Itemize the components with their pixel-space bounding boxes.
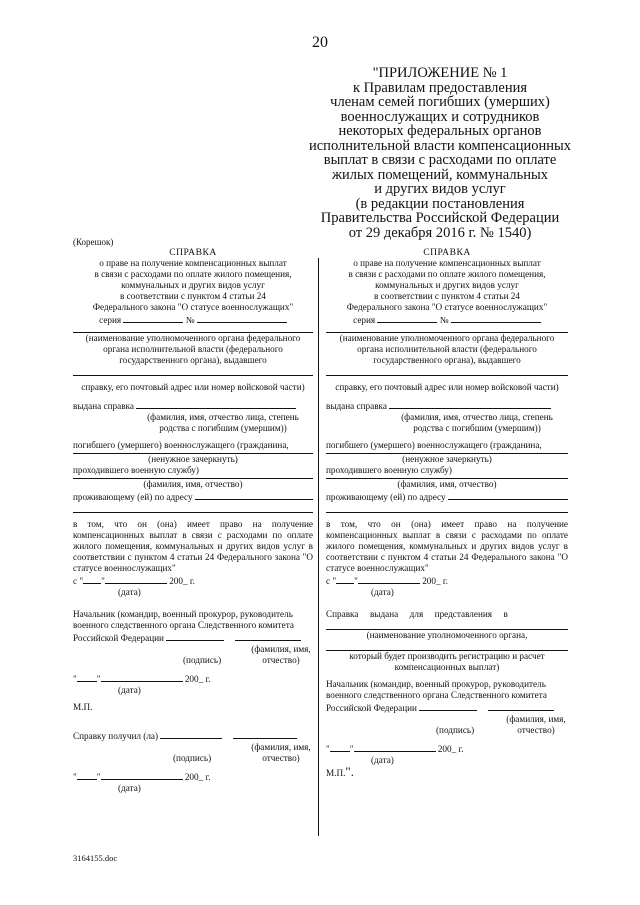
service-text: проходившего военную службу)	[73, 465, 199, 475]
subtitle-line: в связи с расходами по оплате жилого помещения,	[348, 269, 546, 279]
subtitle-line: Федерального закона "О статусе военнослужащих"	[346, 302, 548, 312]
name-field[interactable]	[488, 701, 554, 711]
date-year: 200_ г.	[169, 576, 195, 586]
fio-short-caption: (фамилия, имя, отчество)	[251, 644, 311, 665]
date-month-field[interactable]	[105, 574, 167, 584]
appendix-line: (в редакции постановления	[355, 195, 525, 212]
date2-caption: (дата)	[371, 755, 394, 765]
date2-caption: (дата)	[118, 685, 141, 695]
issued-row	[73, 399, 313, 412]
subtitle-line: в связи с расходами по оплате жилого помещения,	[94, 269, 292, 279]
date2-year: 200_ г.	[437, 744, 464, 754]
appendix-line: некоторых федеральных органов	[338, 123, 542, 139]
date2-month-field[interactable]	[354, 742, 436, 752]
date3-month-field[interactable]	[101, 770, 183, 780]
appendix-line: и других видов услуг	[374, 181, 506, 197]
appendix-line: военнослужащих и сотрудников	[340, 108, 540, 125]
cross-out-caption: (ненужное зачеркнуть)	[402, 454, 492, 464]
stub-certificate	[73, 247, 313, 794]
cross-out-caption: (ненужное зачеркнуть)	[148, 454, 238, 464]
date-caption: (дата)	[118, 587, 141, 597]
main-certificate	[326, 247, 568, 779]
name-field[interactable]	[235, 631, 301, 641]
rf-label: Российской Федерации	[326, 703, 417, 713]
signature-captions	[73, 644, 313, 666]
subtitle-line: о праве на получение компенсационных выплат	[99, 258, 287, 268]
org-field-2[interactable]	[326, 375, 568, 376]
residing-label: проживающему (ей) по адресу	[73, 492, 193, 502]
rf-row	[326, 701, 568, 714]
subtitle-line: о праве на получение компенсационных выплат	[353, 258, 541, 268]
page-number: 20	[312, 34, 328, 51]
residing-field[interactable]	[195, 490, 313, 500]
date-caption: (дата)	[371, 587, 394, 597]
date-row: с " " 200_ г.	[326, 576, 448, 586]
issued-label: выдана справка	[73, 401, 134, 411]
signature-caption: (подпись)	[183, 655, 222, 665]
column-divider	[318, 258, 319, 836]
series-label: серия	[353, 315, 376, 325]
residing-label: проживающему (ей) по адресу	[326, 492, 446, 502]
fio-short-caption: (фамилия, имя, отчество)	[506, 714, 566, 735]
date-day-field[interactable]	[336, 574, 354, 584]
date2-day-field[interactable]	[330, 742, 350, 752]
address-field[interactable]	[326, 512, 568, 513]
series-label: серия	[99, 315, 122, 325]
received-name-field[interactable]	[233, 729, 297, 739]
date-day-field[interactable]	[83, 574, 101, 584]
subtitle-line: коммунальных и других видов услуг	[375, 280, 519, 290]
issued-field[interactable]	[389, 399, 551, 409]
date-prefix: с "	[73, 576, 84, 586]
number-label: №	[185, 315, 195, 325]
signature-field[interactable]	[419, 701, 477, 711]
stamp-label: М.П.	[326, 768, 346, 778]
stub-label: (Корешок)	[73, 237, 114, 247]
series-field[interactable]	[377, 313, 437, 323]
signature-caption: (подпись)	[173, 753, 212, 763]
date3-row: " " 200_ г.	[73, 772, 211, 782]
date3-day-field[interactable]	[77, 770, 97, 780]
date2-month-field[interactable]	[101, 672, 183, 682]
service-text: проходившего военную службу)	[326, 465, 452, 475]
fio-caption: (фамилия, имя, отчество)	[143, 479, 243, 489]
subtitle-line: в соответствии с пунктом 4 статьи 24	[374, 291, 520, 301]
subtitle-line: в соответствии с пунктом 4 статьи 24	[120, 291, 266, 301]
fio-short-caption: (фамилия, имя, отчество)	[251, 742, 311, 763]
subtitle-line: коммунальных и других видов услуг	[121, 280, 265, 290]
stamp-row	[326, 766, 568, 779]
date3-caption: (дата)	[118, 783, 141, 793]
appendix-line: членам семей погибших (умерших)	[330, 94, 550, 110]
rf-label: Российской Федерации	[73, 633, 164, 643]
date-month-field[interactable]	[358, 574, 420, 584]
signature-caption: (подпись)	[436, 725, 475, 735]
date2-day-field[interactable]	[77, 672, 97, 682]
residing-row	[326, 490, 568, 503]
right-text: в том, что он (она) имеет право на получение компенсационных выплат в связи с расходами по оплате жилого помещения, коммунальных и других видов услуг в соответствии с пунктом 4 статьи 24 Федерального закона "О статусе военнослужащих"	[326, 519, 568, 573]
deceased-text: погибшего (умершего) военнослужащего (гражданина,	[326, 440, 542, 450]
issued-field[interactable]	[136, 399, 296, 409]
date2-row: " " 200_ г.	[73, 674, 211, 684]
org2-caption: (наименование уполномоченного органа,	[366, 630, 528, 640]
appendix-header	[270, 66, 610, 240]
series-field[interactable]	[123, 313, 183, 323]
appendix-line: исполнительной власти компенсационных	[308, 137, 571, 154]
issued-row	[326, 399, 568, 412]
residing-field[interactable]	[448, 490, 568, 500]
received-row	[73, 729, 313, 742]
appendix-line: от 29 декабря 2016 г. № 1540)	[348, 224, 532, 241]
date-row: с " " 200_ г.	[73, 576, 195, 586]
stamp-label: М.П.	[73, 702, 93, 712]
appendix-line: "ПРИЛОЖЕНИЕ № 1	[372, 65, 508, 81]
date2-row: " " 200_ г.	[326, 744, 464, 754]
number-label: №	[439, 315, 449, 325]
org-caption: (наименование уполномоченного органа федерального органа исполнительной власти (федерального государственного органа), выдавшего	[339, 333, 555, 365]
org-field-2[interactable]	[73, 375, 313, 376]
appendix-line: Правительства Российской Федерации	[320, 210, 560, 226]
person-caption: (фамилия, имя, отчество лица, степень родства с погибшим (умершим))	[401, 412, 553, 433]
certificate-title: СПРАВКА	[423, 247, 471, 258]
subtitle-line: Федерального закона "О статусе военнослужащих"	[92, 302, 294, 312]
closing-quote: ".	[345, 764, 354, 779]
fio-caption: (фамилия, имя, отчество)	[397, 479, 497, 489]
org-caption: (наименование уполномоченного органа федерального органа исполнительной власти (федерального государственного органа), выдавшего	[85, 333, 301, 365]
received-captions	[73, 742, 313, 764]
appendix-line: жилых помещений, коммунальных	[332, 166, 548, 183]
rf-row	[73, 631, 313, 644]
person-caption: (фамилия, имя, отчество лица, степень родства с погибшим (умершим))	[147, 412, 299, 433]
date-year: 200_ г.	[422, 576, 448, 586]
certificate-title: СПРАВКА	[169, 247, 217, 258]
appendix-line: к Правилам предоставления	[352, 79, 528, 96]
received-label: Справку получил (ла)	[73, 731, 159, 741]
deceased-text: погибшего (умершего) военнослужащего (гражданина,	[73, 440, 289, 450]
org3-caption: который будет производить регистрацию и расчет компенсационных выплат)	[349, 651, 545, 672]
right-text: в том, что он (она) имеет право на получение компенсационных выплат в связи с расходами по оплате жилого помещения, коммунальных и других видов услуг в соответствии с пунктом 4 статьи 24 Федерального закона "О статусе военнослужащих"	[73, 519, 313, 573]
appendix-line: выплат в связи с расходами по оплате	[323, 152, 557, 168]
series-number-row	[326, 313, 568, 326]
signature-captions	[326, 714, 568, 736]
address-caption: справку, его почтовый адрес или номер войсковой части)	[335, 382, 559, 392]
head-text: Начальник (командир, военный прокурор, руководитель военного следственного органа Следственного комитета	[73, 609, 294, 630]
file-name: 3164155.doc	[73, 853, 118, 863]
number-field[interactable]	[197, 313, 287, 323]
address-field[interactable]	[73, 512, 313, 513]
issued-label: выдана справка	[326, 401, 387, 411]
date3-year: 200_ г.	[184, 772, 211, 782]
number-field[interactable]	[451, 313, 541, 323]
received-signature-field[interactable]	[160, 729, 222, 739]
presented-text: Справка выдана для представления в	[326, 609, 508, 619]
series-number-row	[73, 313, 313, 326]
residing-row	[73, 490, 313, 503]
date-prefix: с "	[326, 576, 337, 586]
signature-field[interactable]	[166, 631, 224, 641]
head-text: Начальник (командир, военный прокурор, руководитель военного следственного органа Следственного комитета	[326, 679, 547, 700]
address-caption: справку, его почтовый адрес или номер войсковой части)	[81, 382, 305, 392]
date2-year: 200_ г.	[184, 674, 211, 684]
